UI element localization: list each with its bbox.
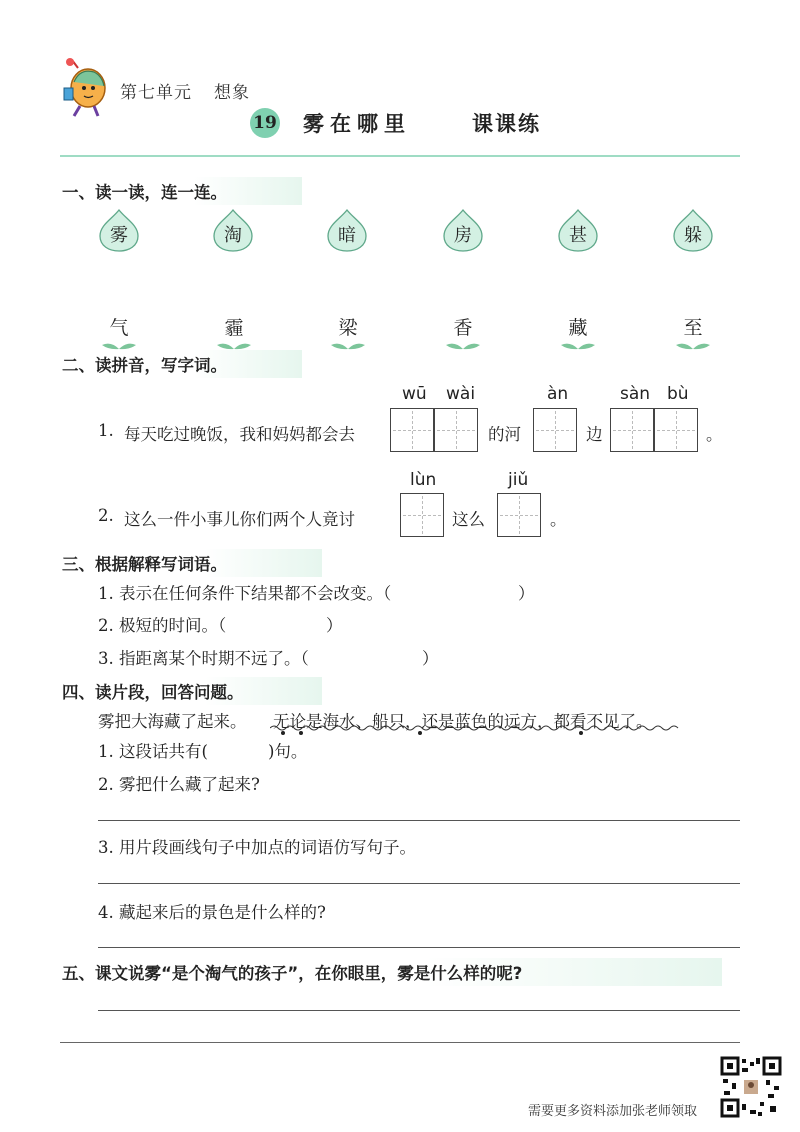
leaf-icon — [328, 336, 368, 346]
answer-line[interactable] — [98, 1010, 740, 1011]
section-4-title: 四、读片段，回答问题。 — [62, 677, 322, 705]
water-drop-char[interactable] — [96, 207, 142, 253]
s3-item-3-close: ） — [422, 649, 439, 668]
top-char: 躲 — [684, 225, 702, 246]
unit-label — [120, 78, 250, 103]
emphasis-dot — [418, 731, 422, 735]
water-drop-char[interactable] — [440, 207, 486, 253]
answer-line[interactable] — [98, 947, 740, 948]
s4-q3: 3. 用片段画线句子中加点的词语仿写句子。 — [98, 838, 416, 857]
answer-line[interactable] — [98, 883, 740, 884]
lesson-number: 19 — [253, 113, 277, 133]
emphasis-dot — [579, 731, 583, 735]
qr-code-image — [720, 1056, 782, 1118]
bottom-char[interactable]: 梁 — [338, 317, 358, 339]
passage-part-b-underlined: 无论是海水、船只，还是蓝色的远方，都看不见了。 — [273, 712, 653, 731]
bottom-char[interactable]: 至 — [683, 317, 703, 339]
top-char: 暗 — [338, 225, 356, 246]
top-char: 雾 — [110, 225, 128, 246]
water-drop-char[interactable] — [210, 207, 256, 253]
mascot-illustration — [58, 58, 110, 118]
pinyin-san: sàn — [620, 384, 651, 404]
answer-line[interactable] — [98, 820, 740, 821]
header-divider — [60, 155, 740, 157]
bottom-divider — [60, 1042, 740, 1043]
q2-text-a: 这么一件小事儿你们两个人竟讨 — [124, 510, 355, 529]
leaf-icon — [214, 336, 254, 346]
pinyin-bu: bù — [667, 384, 689, 404]
leaf-icon — [673, 336, 713, 346]
pinyin-an: àn — [547, 384, 569, 404]
q2-number: 2. — [98, 506, 114, 525]
writing-box-lun[interactable] — [400, 493, 444, 537]
footer-note: 需要更多资料添加张老师领取 — [528, 1104, 698, 1119]
bottom-char[interactable]: 香 — [453, 317, 473, 339]
section-5-title: 五、课文说雾“是个淘气的孩子”，在你眼里，雾是什么样的呢? — [62, 958, 722, 986]
top-char: 淘 — [224, 225, 242, 246]
q1-end: 。 — [706, 425, 723, 444]
unit-name: 第七单元 — [120, 83, 192, 103]
section-3-title: 三、根据解释写词语。 — [62, 549, 322, 577]
pinyin-lun: lùn — [410, 470, 437, 490]
s3-item-1-close: ） — [518, 584, 535, 603]
pinyin-jiu: jiǔ — [508, 470, 529, 490]
writing-box-wu[interactable] — [390, 408, 434, 452]
water-drop-char[interactable] — [555, 207, 601, 253]
writing-box-wai[interactable] — [434, 408, 478, 452]
section-2-title: 二、读拼音，写字词。 — [62, 350, 302, 378]
q2-text-b: 这么 — [452, 510, 485, 529]
q1-number: 1. — [98, 421, 114, 440]
q1-text-a: 每天吃过晚饭，我和妈妈都会去 — [124, 425, 355, 444]
s4-q1-text-a: 1. 这段话共有( — [98, 742, 208, 761]
top-char: 甚 — [569, 225, 587, 246]
bottom-char[interactable]: 藏 — [568, 317, 588, 339]
pinyin-wu: wū — [402, 384, 427, 404]
leaf-icon — [99, 336, 139, 346]
s4-q1-text-b: )句。 — [268, 742, 308, 761]
top-char: 房 — [454, 225, 472, 246]
q1-text-b: 的河 — [488, 425, 521, 444]
leaf-icon — [558, 336, 598, 346]
emphasis-dot — [299, 731, 303, 735]
q2-end: 。 — [550, 510, 567, 529]
s4-q4: 4. 藏起来后的景色是什么样的? — [98, 903, 326, 922]
lesson-type: 课课练 — [472, 111, 541, 136]
bottom-char[interactable]: 霾 — [224, 317, 244, 339]
bottom-char[interactable]: 气 — [109, 317, 129, 339]
s4-q2: 2. 雾把什么藏了起来? — [98, 775, 260, 794]
s3-item-1-text: 1. 表示在任何条件下结果都不会改变。（ — [98, 584, 392, 603]
q1-text-c: 边 — [586, 425, 603, 444]
writing-box-san[interactable] — [610, 408, 654, 452]
lesson-number-badge — [250, 108, 280, 138]
writing-box-an[interactable] — [533, 408, 577, 452]
water-drop-char[interactable] — [324, 207, 370, 253]
section-1-title: 一、读一读，连一连。 — [62, 177, 302, 205]
s3-item-3-text: 3. 指距离某个时期不远了。（ — [98, 649, 309, 668]
writing-box-bu[interactable] — [654, 408, 698, 452]
water-drop-char[interactable] — [670, 207, 716, 253]
passage-wavy-underline — [270, 724, 682, 732]
passage-part-a: 雾把大海藏了起来。 — [98, 712, 247, 731]
pinyin-wai: wài — [446, 384, 476, 404]
lesson-title: 雾在哪里 — [303, 111, 411, 136]
s3-item-2-text: 2. 极短的时间。（ — [98, 616, 227, 635]
leaf-icon — [443, 336, 483, 346]
writing-box-jiu[interactable] — [497, 493, 541, 537]
unit-theme: 想象 — [214, 83, 250, 103]
s3-item-2-close: ） — [326, 616, 343, 635]
emphasis-dot — [281, 731, 285, 735]
